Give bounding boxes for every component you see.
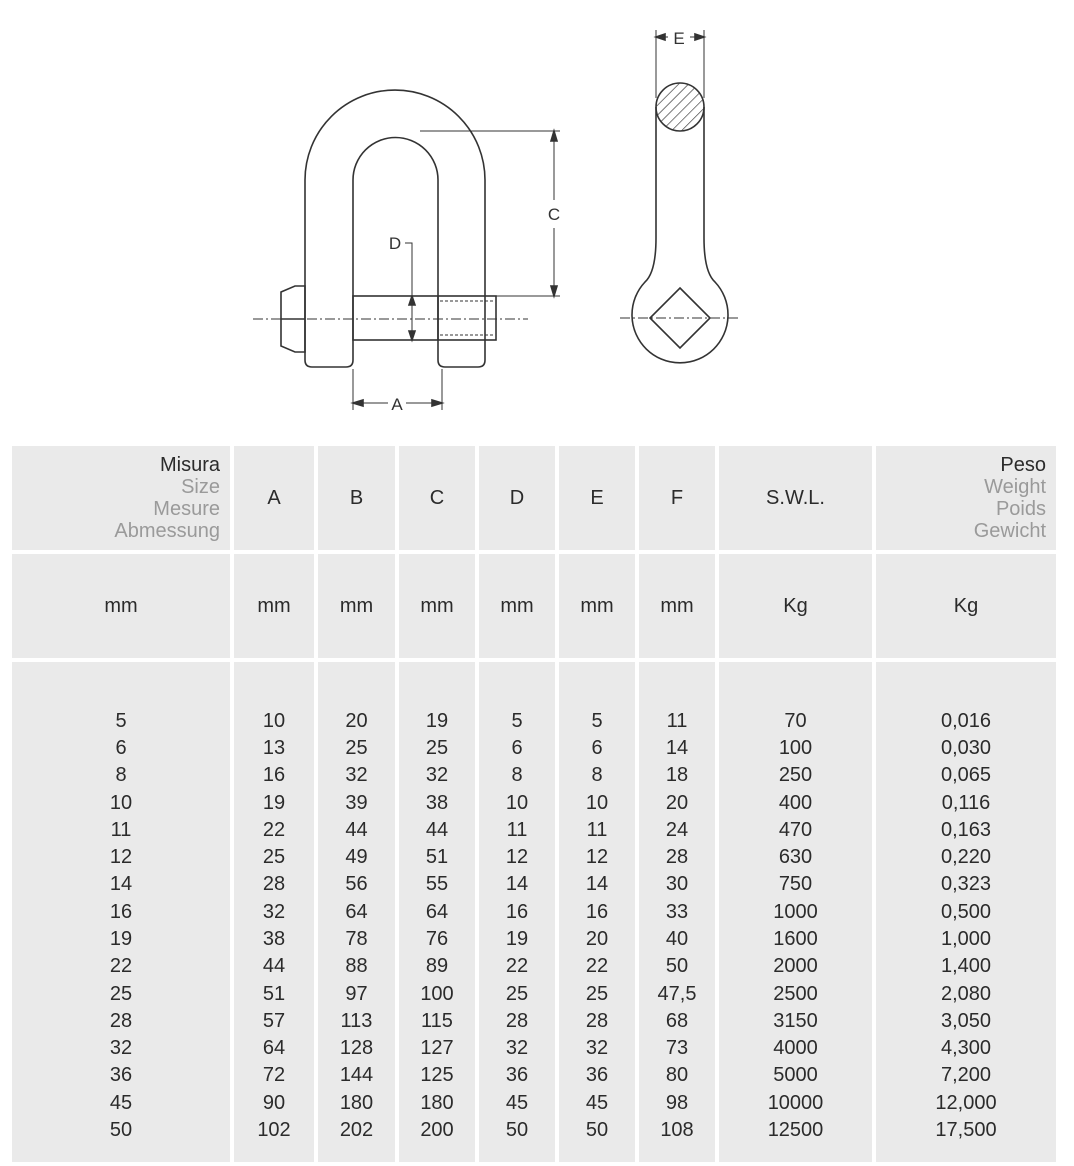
cell-a: 57 xyxy=(262,1009,286,1032)
cell-f: 73 xyxy=(665,1037,689,1060)
cell-b: 20 xyxy=(345,709,368,732)
cell-c: 38 xyxy=(425,791,449,814)
cell-c: 51 xyxy=(425,846,449,869)
unit-e: mm xyxy=(559,554,635,658)
header-size-en: Size xyxy=(181,476,220,498)
cell-e: 11 xyxy=(586,818,608,841)
list-a xyxy=(234,680,314,1145)
cell-swl: 10000 xyxy=(767,1091,824,1114)
cell-e: 25 xyxy=(585,982,609,1005)
cell-f: 47,5 xyxy=(657,982,697,1005)
cell-d: 11 xyxy=(506,818,528,841)
cell-b: 32 xyxy=(345,764,368,787)
cell-swl: 1000 xyxy=(773,900,818,923)
list-weight xyxy=(876,680,1056,1145)
column-f xyxy=(639,662,715,1162)
cell-e: 6 xyxy=(591,736,603,759)
cell-c: 55 xyxy=(425,873,449,896)
cell-f: 20 xyxy=(665,791,689,814)
cell-d: 10 xyxy=(505,791,529,814)
cell-swl: 2500 xyxy=(773,982,818,1005)
header-a: A xyxy=(234,446,314,550)
cell-a: 28 xyxy=(262,873,286,896)
cell-e: 28 xyxy=(585,1009,609,1032)
header-swl: S.W.L. xyxy=(719,446,872,550)
cell-e: 50 xyxy=(585,1119,609,1142)
cell-e: 45 xyxy=(585,1091,609,1114)
shackle-side-view xyxy=(620,30,740,363)
cell-a: 38 xyxy=(262,928,286,950)
cell-size: 14 xyxy=(109,873,133,896)
cell-e: 22 xyxy=(585,955,609,978)
cell-weight: 0,323 xyxy=(940,873,992,896)
cell-size: 11 xyxy=(110,818,132,841)
header-weight-it: Peso xyxy=(1000,454,1046,476)
cell-a: 32 xyxy=(262,900,286,923)
dim-label-d: D xyxy=(388,234,402,253)
header-f: F xyxy=(639,446,715,550)
cell-b: 202 xyxy=(339,1119,374,1142)
cell-d: 25 xyxy=(505,982,529,1005)
cell-weight: 7,200 xyxy=(940,1064,992,1087)
cell-d: 5 xyxy=(511,709,523,732)
header-size xyxy=(12,446,230,550)
cell-c: 32 xyxy=(425,764,449,787)
cell-c: 125 xyxy=(420,1064,454,1087)
column-b xyxy=(318,662,395,1162)
column-a xyxy=(234,662,314,1162)
header-size-de: Abmessung xyxy=(114,520,220,542)
cell-b: 180 xyxy=(339,1091,374,1114)
cell-e: 36 xyxy=(585,1064,609,1087)
cell-swl: 750 xyxy=(778,873,813,896)
cell-size: 6 xyxy=(115,736,127,759)
dim-label-e: E xyxy=(673,29,685,48)
list-b xyxy=(318,680,395,1145)
cell-e: 5 xyxy=(591,709,603,732)
header-e: E xyxy=(559,446,635,550)
cell-swl: 250 xyxy=(778,764,813,787)
cell-weight: 0,163 xyxy=(940,818,992,841)
shackle-technical-drawing xyxy=(0,0,1074,440)
cell-d: 16 xyxy=(505,900,529,923)
list-c xyxy=(399,680,475,1145)
cell-b: 56 xyxy=(345,873,368,896)
cell-d: 36 xyxy=(505,1064,529,1087)
shackle-spec-table xyxy=(8,442,1060,1166)
unit-swl: Kg xyxy=(719,554,872,658)
cell-size: 8 xyxy=(115,764,127,787)
cell-swl: 12500 xyxy=(767,1119,824,1142)
header-d: D xyxy=(479,446,555,550)
cell-d: 19 xyxy=(505,928,529,950)
cell-c: 127 xyxy=(420,1037,454,1060)
cell-swl: 70 xyxy=(784,709,807,732)
cell-f: 11 xyxy=(666,709,688,732)
cell-weight: 4,300 xyxy=(940,1037,992,1060)
cell-f: 50 xyxy=(665,955,689,978)
column-c xyxy=(399,662,475,1162)
cell-a: 13 xyxy=(262,736,286,759)
cell-d: 14 xyxy=(505,873,529,896)
unit-f: mm xyxy=(639,554,715,658)
cell-size: 28 xyxy=(109,1009,133,1032)
cell-b: 49 xyxy=(345,846,368,869)
cell-a: 64 xyxy=(262,1037,286,1060)
column-weight xyxy=(876,662,1056,1162)
unit-row xyxy=(12,554,1056,658)
cell-b: 44 xyxy=(345,818,368,841)
header-c: C xyxy=(399,446,475,550)
cell-weight: 2,080 xyxy=(940,982,992,1005)
cell-swl: 2000 xyxy=(773,955,818,978)
cell-a: 25 xyxy=(262,846,286,869)
cell-b: 113 xyxy=(340,1009,373,1032)
cell-swl: 1600 xyxy=(773,928,818,950)
cell-c: 89 xyxy=(425,955,449,978)
cell-d: 8 xyxy=(511,764,523,787)
unit-a: mm xyxy=(234,554,314,658)
cell-weight: 0,116 xyxy=(941,791,991,814)
column-size xyxy=(12,662,230,1162)
cell-f: 28 xyxy=(665,846,689,869)
cell-size: 10 xyxy=(109,791,133,814)
cell-b: 88 xyxy=(345,955,368,978)
cell-weight: 0,065 xyxy=(940,764,992,787)
header-b: B xyxy=(318,446,395,550)
cell-size: 50 xyxy=(109,1119,133,1142)
cell-f: 18 xyxy=(665,764,689,787)
column-swl xyxy=(719,662,872,1162)
cell-swl: 3150 xyxy=(773,1009,818,1032)
cell-b: 25 xyxy=(345,736,368,759)
cell-a: 19 xyxy=(262,791,286,814)
cell-f: 68 xyxy=(665,1009,689,1032)
cell-size: 5 xyxy=(115,709,127,732)
unit-b: mm xyxy=(318,554,395,658)
cell-a: 16 xyxy=(262,764,286,787)
cell-a: 22 xyxy=(262,818,286,841)
cell-e: 10 xyxy=(585,791,609,814)
column-d xyxy=(479,662,555,1162)
header-size-it: Misura xyxy=(159,454,220,476)
cell-swl: 4000 xyxy=(773,1037,818,1060)
cell-weight: 0,030 xyxy=(940,736,992,759)
cell-swl: 470 xyxy=(778,818,813,841)
cell-e: 16 xyxy=(585,900,609,923)
unit-size: mm xyxy=(12,554,230,658)
cell-weight: 17,500 xyxy=(935,1119,997,1142)
cell-swl: 5000 xyxy=(773,1064,818,1087)
cell-size: 36 xyxy=(109,1064,133,1087)
cell-c: 180 xyxy=(420,1091,454,1114)
cell-c: 25 xyxy=(425,736,449,759)
cell-weight: 0,500 xyxy=(940,900,992,923)
cell-size: 25 xyxy=(109,982,133,1005)
list-size xyxy=(12,680,230,1145)
header-weight-fr: Poids xyxy=(995,498,1046,520)
list-swl xyxy=(719,680,872,1145)
cell-d: 50 xyxy=(505,1119,529,1142)
cell-d: 45 xyxy=(505,1091,529,1114)
cell-e: 32 xyxy=(585,1037,609,1060)
unit-c: mm xyxy=(399,554,475,658)
cell-weight: 1,400 xyxy=(940,955,992,978)
cell-weight: 3,050 xyxy=(940,1009,992,1032)
cell-d: 28 xyxy=(505,1009,529,1032)
cell-f: 80 xyxy=(665,1064,689,1087)
cell-f: 30 xyxy=(665,873,689,896)
cell-b: 144 xyxy=(339,1064,374,1087)
cell-f: 14 xyxy=(665,736,689,759)
cell-c: 44 xyxy=(425,818,449,841)
cell-size: 32 xyxy=(109,1037,133,1060)
cell-b: 97 xyxy=(345,982,368,1005)
cell-f: 98 xyxy=(665,1091,689,1114)
cell-c: 115 xyxy=(421,1009,453,1032)
cell-a: 90 xyxy=(262,1091,286,1114)
cell-e: 14 xyxy=(585,873,609,896)
cell-weight: 12,000 xyxy=(935,1091,997,1114)
column-e xyxy=(559,662,635,1162)
data-row xyxy=(12,662,1056,1162)
cell-c: 64 xyxy=(425,900,449,923)
cell-a: 44 xyxy=(262,955,286,978)
cell-c: 100 xyxy=(420,982,454,1005)
list-d xyxy=(479,680,555,1145)
cell-weight: 0,220 xyxy=(940,846,992,869)
header-weight xyxy=(876,446,1056,550)
cell-f: 24 xyxy=(665,818,689,841)
cell-c: 76 xyxy=(425,928,449,950)
cell-d: 32 xyxy=(505,1037,529,1060)
dim-label-a: A xyxy=(391,395,403,414)
cell-f: 40 xyxy=(665,928,689,950)
header-size-fr: Mesure xyxy=(153,498,220,520)
cell-size: 16 xyxy=(109,900,133,923)
cell-size: 19 xyxy=(109,928,133,950)
cell-a: 10 xyxy=(262,709,286,732)
cell-size: 22 xyxy=(109,955,133,978)
cell-size: 12 xyxy=(109,846,133,869)
cell-f: 33 xyxy=(665,900,689,923)
cell-d: 22 xyxy=(505,955,529,978)
cell-swl: 400 xyxy=(778,791,813,814)
cell-weight: 0,016 xyxy=(940,709,992,732)
cell-a: 51 xyxy=(262,982,286,1005)
cell-e: 12 xyxy=(585,846,609,869)
shackle-diagram xyxy=(0,0,1074,440)
cell-swl: 100 xyxy=(778,736,813,759)
cell-b: 64 xyxy=(345,900,368,923)
list-e xyxy=(559,680,635,1145)
cell-f: 108 xyxy=(660,1119,694,1142)
list-f xyxy=(639,680,715,1145)
header-row xyxy=(12,446,1056,550)
cell-d: 12 xyxy=(505,846,529,869)
cell-weight: 1,000 xyxy=(940,928,992,950)
cell-e: 20 xyxy=(585,928,609,950)
dim-label-c: C xyxy=(547,205,561,224)
cell-size: 45 xyxy=(109,1091,133,1114)
cell-b: 128 xyxy=(339,1037,374,1060)
cell-a: 102 xyxy=(257,1119,291,1142)
header-weight-de: Gewicht xyxy=(973,520,1046,542)
header-weight-en: Weight xyxy=(984,476,1046,498)
cell-c: 200 xyxy=(420,1119,454,1142)
unit-d: mm xyxy=(479,554,555,658)
cell-b: 78 xyxy=(345,928,368,950)
cell-e: 8 xyxy=(591,764,603,787)
unit-weight: Kg xyxy=(876,554,1056,658)
cell-c: 19 xyxy=(425,709,449,732)
cell-d: 6 xyxy=(511,736,523,759)
cell-a: 72 xyxy=(262,1064,286,1087)
shackle-front-view xyxy=(253,90,560,410)
cell-swl: 630 xyxy=(778,846,813,869)
cell-b: 39 xyxy=(345,791,368,814)
